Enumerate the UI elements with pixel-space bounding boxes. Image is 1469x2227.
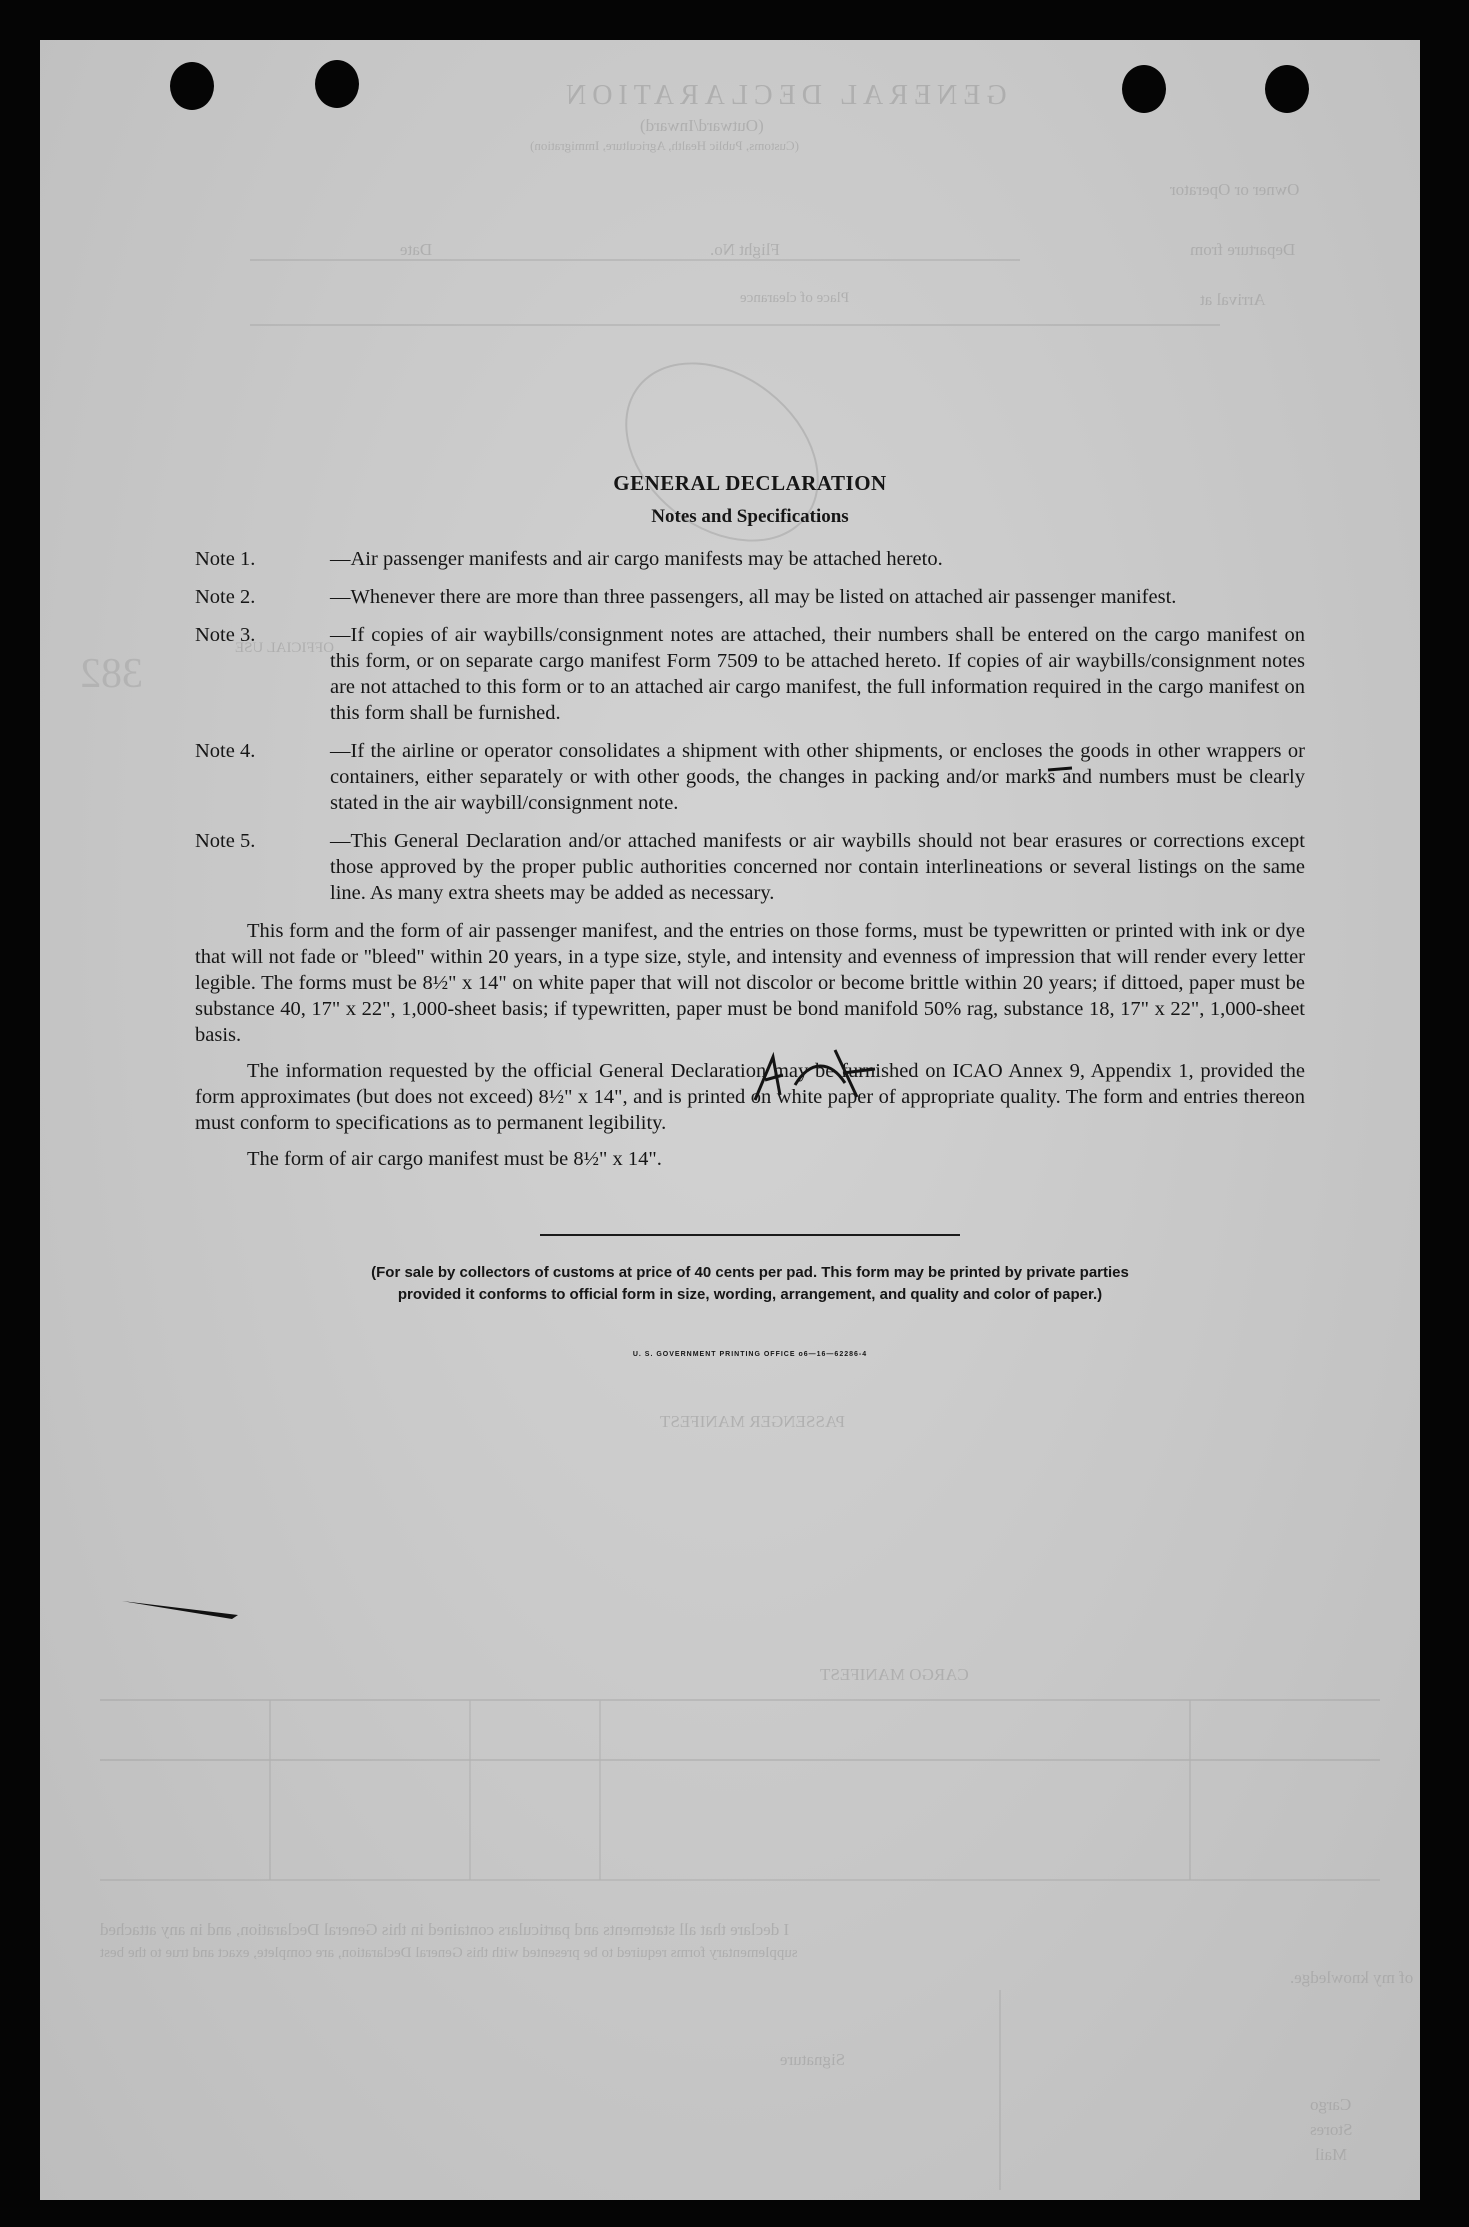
note-label: Note 1. (195, 548, 256, 570)
page-title: GENERAL DECLARATION (613, 471, 887, 495)
note-text: —This General Declaration and/or attached manifests or air waybills should not bear erasures or corrections except those approved by the proper public authorities concerned nor contain interlineations or several listings on the same line. As many extra sheets may be added as necessary. (330, 830, 1305, 904)
sale-notice-line: provided it conforms to official form in size, wording, arrangement, and quality and color of paper.) (397, 1286, 1103, 1303)
note-text: —Air passenger manifests and air cargo manifests may be attached hereto. (330, 548, 943, 570)
note-text: —Whenever there are more than three passengers, all may be listed on attached air passenger manifest. (330, 586, 1177, 608)
bleed-through-cargo-label: Cargo (1310, 2095, 1352, 2114)
note-label: Note 4. (195, 740, 256, 762)
page-subtitle: Notes and Specifications (651, 506, 849, 527)
note-1 (195, 546, 1305, 572)
note-2 (195, 584, 1305, 610)
note-5 (195, 828, 1305, 906)
bleed-through-stores-label: Stores (1310, 2120, 1353, 2139)
paragraph-cargo-manifest-size: The form of air cargo manifest must be 8½" x 14". (247, 1148, 662, 1170)
note-text: —If copies of air waybills/consignment notes are attached, their numbers shall be entered on the cargo manifest on this form, or on separate cargo manifest Form 7509 to be attached hereto. If copies of air waybills/consignment notes are not attached to this form or to an attached air cargo manifest, the full information required in the cargo manifest on this form shall be furnished. (330, 624, 1305, 724)
bleed-through-header-sub: (Outward/Inward) (640, 116, 764, 135)
bleed-through-signature-label: Signature (780, 2050, 846, 2069)
bleed-through-clearance-label: Place of clearance (740, 290, 850, 306)
note-label: Note 3. (195, 624, 256, 646)
pen-dash-mark (120, 1595, 250, 1625)
document-page (40, 40, 1420, 2200)
paragraph-icao-annex: The information requested by the official General Declaration may be furnished on ICAO Annex 9, Appendix 1, provided the form approximates (but does not exceed) 8½" x 14", and is printed on white paper of appropriate quality. The form and entries thereon must conform to specifications as to permanent legibility. (195, 1060, 1305, 1134)
bleed-through-declaration-3: of my knowledge. (1290, 1968, 1414, 1987)
bleed-through-departure-label: Departure from (1190, 240, 1296, 259)
note-text: —If the airline or operator consolidates a shipment with other shipments, or encloses the goods in other wrappers or containers, either separately or with other goods, the changes in packing and/or marks and numbers must be clearly stated in the air waybill/consignment note. (330, 740, 1305, 814)
bleed-through-cargo-manifest: CARGO MANIFEST (820, 1665, 969, 1684)
bleed-through-flight-label: Flight No. (710, 240, 780, 259)
bleed-through-mail-label: Mail (1315, 2145, 1348, 2164)
bleed-through-declaration-2: supplementary forms required to be presented with this General Declaration, are complete, exact and true to the best (100, 1945, 798, 1961)
bleed-through-number: 382 (80, 651, 143, 697)
sale-notice-line: (For sale by collectors of customs at price of 40 cents per pad. This form may be printed by private parties (371, 1264, 1129, 1281)
bleed-through-arrival-label: Arrival at (1200, 290, 1266, 309)
bleed-through-owner-label: Owner or Operator (1170, 180, 1300, 199)
note-label: Note 2. (195, 586, 256, 608)
note-4 (195, 738, 1305, 816)
sale-notice (195, 1262, 1305, 1306)
paragraph-print-requirements: This form and the form of air passenger manifest, and the entries on those forms, must be typewritten or printed with ink or dye that will not fade or "bleed" within 20 years, in a type size, style, and intensity and evenness of impression that will render every letter legible. The forms must be 8½" x 14" on white paper that will not discolor or become brittle within 20 years; if dittoed, paper must be substance 40, 17" x 22", 1,000-sheet basis; if typewritten, paper must be bond manifold 50% rag, substance 18, 17" x 22", 1,000-sheet basis. (195, 920, 1305, 1046)
bleed-through-passenger-manifest: PASSENGER MANIFEST (660, 1412, 845, 1431)
bleed-through-date-label: Date (400, 240, 433, 259)
bleed-through-official-use: OFFICIAL USE (235, 640, 335, 656)
notes-and-specifications (195, 470, 1305, 1368)
printer-imprint: U. S. GOVERNMENT PRINTING OFFICE o6—16—62286-4 (632, 1351, 868, 1358)
divider-rule (540, 1234, 960, 1236)
bleed-through-header: GENERAL DECLARATION (560, 80, 1007, 111)
bleed-through-header-sub2: (Customs, Public Health, Agriculture, Immigration) (530, 138, 799, 153)
note-3 (195, 622, 1305, 726)
bleed-through-declaration-1: I declare that all statements and particulars contained in this General Declaration, and in any attached (100, 1920, 790, 1939)
note-label: Note 5. (195, 830, 256, 852)
